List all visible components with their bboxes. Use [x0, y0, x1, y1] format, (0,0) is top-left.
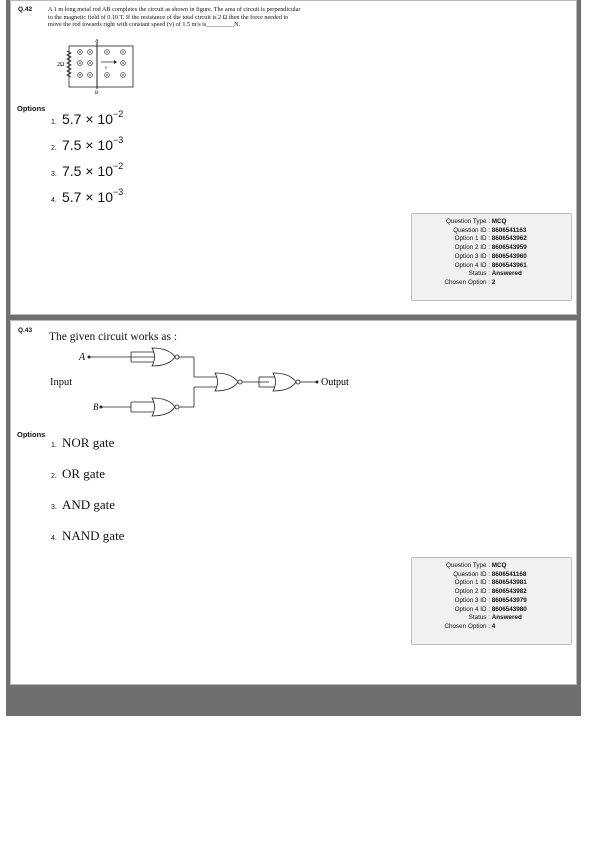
nor-gate-a: [152, 348, 175, 366]
question-text-line: move the rod towards right with constant speed (v) of 1.5 m/s is_________N.: [48, 21, 241, 29]
option-1[interactable]: [51, 109, 123, 127]
input-label: Input: [50, 377, 73, 388]
option1-id-value: 8606543981: [491, 579, 527, 587]
option-3[interactable]: [51, 161, 123, 179]
info-label: Question Type :: [446, 218, 490, 225]
question-number: Q.42: [18, 6, 33, 13]
magnetic-field-dots: [79, 51, 124, 76]
option-text: OR gate: [62, 466, 105, 481]
option-1[interactable]: [51, 435, 114, 451]
info-label: Option 4 ID :: [454, 261, 490, 269]
option-text: $7.5 \times 10^{-2}$: [62, 161, 124, 179]
info-label: Chosen Option :: [444, 622, 490, 630]
option4-id-value: 8606543980: [491, 605, 527, 613]
question-number: Q.43: [18, 327, 33, 334]
option-number: 2.: [51, 473, 57, 480]
option-3[interactable]: [51, 497, 115, 513]
option-4[interactable]: [51, 528, 124, 544]
option-text: $7.5 \times 10^{-3}$: [62, 135, 124, 153]
question-info-box: [411, 557, 572, 645]
rod-end-label-a: A: [95, 39, 99, 44]
option-2[interactable]: [51, 135, 123, 153]
option-text: $5.7 \times 10^{-3}$: [62, 187, 124, 205]
option-number: 4.: [51, 197, 57, 204]
status-value: Answered: [491, 614, 522, 622]
info-label: Status :: [468, 614, 490, 622]
question-text-line: A 1 m long metal rod AB completes the circuit as shown in figure. The area of circuit is perpendicular: [48, 6, 301, 13]
option-4[interactable]: [51, 187, 123, 205]
question-id-value: 8606541163: [491, 226, 527, 234]
question-panel-q43: [10, 320, 577, 685]
option-number: 3.: [51, 171, 57, 178]
chosen-option-value: 4: [491, 622, 496, 630]
option2-id-value: 8606543982: [491, 588, 527, 596]
question-id-value: 8606541168: [491, 570, 527, 578]
options-heading: Options: [17, 430, 46, 439]
option3-id-value: 8606543960: [491, 252, 527, 260]
question-info-box: [411, 213, 572, 301]
info-label: Option 2 ID :: [454, 244, 490, 252]
output-terminal: [316, 381, 319, 384]
velocity-label: v: [105, 66, 108, 71]
option-text: $5.7 \times 10^{-2}$: [62, 109, 124, 127]
info-label: Question ID :: [453, 226, 490, 234]
question-text: [48, 6, 378, 29]
question-text: The given circuit works as :: [49, 331, 178, 343]
output-label: Output: [321, 377, 349, 388]
option-number: 1.: [51, 442, 57, 449]
velocity-arrowhead: [114, 60, 117, 64]
option-number: 3.: [51, 504, 57, 511]
option-text: NOR gate: [62, 435, 115, 450]
option2-id-value: 8606543959: [491, 244, 527, 252]
info-label: Option 1 ID :: [454, 579, 490, 587]
question-type-value: MCQ: [491, 218, 507, 225]
option-text: NAND gate: [62, 528, 125, 543]
circuit-figure: [49, 39, 149, 94]
option-text: AND gate: [62, 497, 116, 512]
option-number: 1.: [51, 119, 57, 126]
info-label: Question ID :: [453, 570, 490, 578]
rod-end-label-b: B: [95, 91, 99, 94]
nor-gate-b: [152, 398, 175, 416]
question-text-line: to the magnetic field of 0.10 T. If the resistance of the total circuit is 2 Ω then the force needed to: [48, 13, 289, 21]
info-label: Chosen Option :: [444, 278, 490, 286]
info-label: Option 4 ID :: [454, 605, 490, 613]
option4-id-value: 8606543961: [491, 261, 527, 269]
option1-id-value: 8606543962: [491, 235, 527, 243]
magnetic-field-symbols: [78, 50, 126, 78]
option-number: 2.: [51, 145, 57, 152]
status-value: Answered: [491, 270, 522, 278]
info-label: Status :: [468, 270, 490, 278]
input-a-label: A: [79, 352, 86, 363]
info-label: Question Type :: [446, 562, 490, 569]
info-label: Option 3 ID :: [454, 252, 490, 260]
option-number: 4.: [51, 535, 57, 542]
logic-circuit-diagram: [69, 347, 369, 427]
resistor-label: 2Ω: [57, 62, 65, 68]
option3-id-value: 8606543979: [491, 596, 527, 604]
input-b-label: B: [93, 402, 99, 412]
info-label: Option 1 ID :: [454, 235, 490, 243]
info-label: Option 2 ID :: [454, 588, 490, 596]
question-panel-q42: [10, 0, 577, 315]
chosen-option-value: 2: [491, 278, 496, 286]
options-heading: Options: [17, 104, 46, 113]
option-2[interactable]: [51, 466, 105, 482]
nor-gate-c: [215, 373, 238, 391]
nor-gate-d: [273, 373, 296, 391]
question-type-value: MCQ: [491, 562, 507, 569]
info-label: Option 3 ID :: [454, 596, 490, 604]
